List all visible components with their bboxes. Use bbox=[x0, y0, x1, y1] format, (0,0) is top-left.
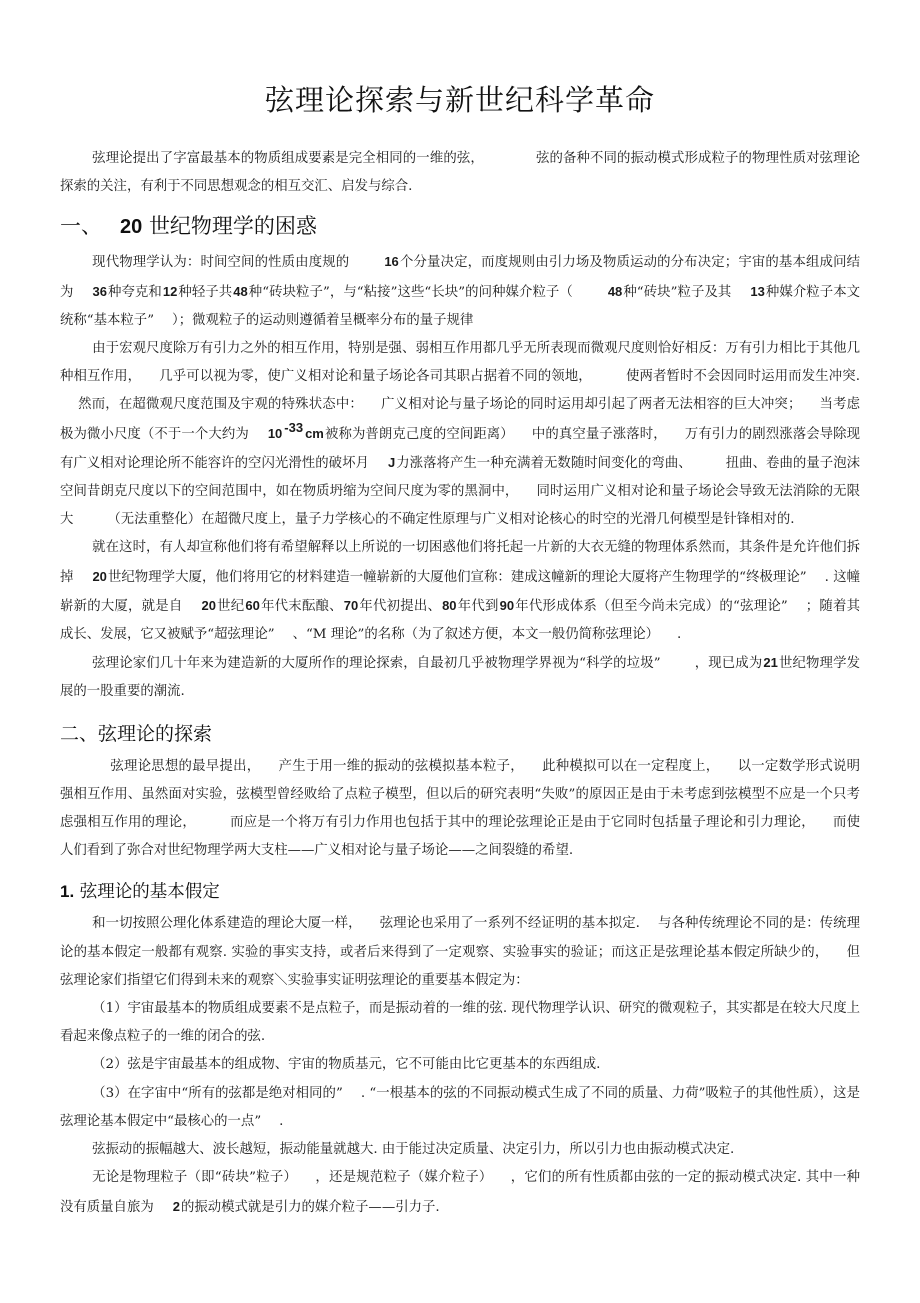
p2-b: 万有引力相比于其他几种相互作用， bbox=[60, 341, 861, 385]
p3-j: 年代形成体系（但至今尚未完成）的“弦理论” bbox=[515, 598, 788, 614]
planck-length-unit: cm bbox=[305, 425, 324, 441]
p3-g: 年代末酝酿、 bbox=[260, 598, 343, 614]
p1-h: 种媒介粒子本文统称“基本粒子” bbox=[60, 284, 861, 328]
p2-e: 使 bbox=[625, 369, 640, 385]
p4-b: ，现已成 bbox=[694, 656, 749, 672]
p1-a: 现代物理学认为：时间空间的性质由度规的 bbox=[92, 255, 350, 271]
sub1p3-e: 的振动模式就是引力的媒介粒子——引力子. bbox=[180, 1199, 440, 1215]
p3-f: 世纪 bbox=[216, 598, 245, 614]
s2p1-j: 场论——之间裂缝的希望. bbox=[421, 843, 574, 859]
planck-length-base: 10 bbox=[267, 425, 283, 441]
p2-d: 使广义相对论和量子场论各司其职占据着不同的领地， bbox=[267, 369, 592, 385]
p3-n2: 20 bbox=[201, 597, 216, 613]
p1-n5: 48 bbox=[607, 283, 623, 299]
p2-u: 同时运用广义相对论和量子场论会导致无法消除的无限大 bbox=[60, 484, 861, 528]
page-title: 弦理论探索与新世纪科学革命 bbox=[264, 83, 655, 117]
p3-a: 就在这时，有人却宣称他们将有希望解释以上所说的一切困惑他们将托起一片新的大衣无缝的物理体系然 bbox=[92, 540, 712, 556]
p2-a: 由于宏观尺度除万有引力之外的相互作用，特别是强、弱相互作用都几乎无所表现而微观尺度则恰好相反： bbox=[92, 341, 726, 357]
section-1-paragraph-4 bbox=[60, 649, 860, 706]
p2-o: 万有引力的剧烈涨落会导除现有广义相对论理论所不能容许的空闪光滑性的 bbox=[60, 426, 861, 471]
section-2-heading: 二、弦理论的探索 bbox=[60, 722, 213, 745]
p3-n5: 80 bbox=[442, 597, 457, 613]
subsection-1-paragraph-2 bbox=[60, 1136, 860, 1164]
p2-l: 被称为普朗克己度 bbox=[324, 426, 433, 442]
s2p1-f: 由于未考虑到弦模型不应是一个只考虑强相互作用的理论， bbox=[60, 786, 860, 831]
p3-n: 论”的名称（为了叙述方便，本文一般仍简称弦理论） bbox=[344, 627, 660, 643]
section-1-paragraph-2 bbox=[60, 335, 860, 534]
s2p1-e: 学形式说明强相互作用、虽然面对实验，弦模型曾经败给了点粒子模型，但以后的研究表明“失败”的原因正是 bbox=[60, 758, 861, 802]
section-2-paragraph-1 bbox=[60, 753, 860, 866]
p1-b: 个分量决定，而度规则由引力场及物质运动的分布决定；宇 bbox=[399, 255, 752, 271]
p2-s: 扭曲、卷曲的量子泡沫空间昔朗克尺度以下的空间范 bbox=[60, 455, 861, 500]
p2-f: 两者暂时不会因同时运用而发生冲突. bbox=[639, 369, 861, 385]
s2p1-b: 产生于用一维的振动的弦模拟基本粒子， bbox=[278, 758, 524, 774]
sub1p3-a: 无论是物理粒子（即“砖块”粒子） bbox=[92, 1170, 298, 1186]
p1-g: 种“砖块”粒子及其 bbox=[623, 284, 732, 300]
section-1-paragraph-3 bbox=[60, 534, 860, 649]
sub1p1-a: 和一切按照公理化体系建造的理论大厦一样， bbox=[92, 916, 362, 932]
sub1p1-e: 而这正是弦理论基本假定所缺少的， bbox=[611, 944, 829, 960]
s2p1-c: 此种模拟可以在一定程度上， bbox=[541, 758, 720, 774]
sub1p1-b: 弦理论也采用了一系列不经证明的基本拟定. bbox=[379, 916, 640, 932]
subsection-1-paragraph-1 bbox=[60, 910, 860, 995]
p3-k: ；随着其成长、发展，它又被赋予“超弦理论” bbox=[60, 598, 860, 643]
abstract-text-a: 弦理论提出了字富最基本的物质组成要素是完全相同的一维的弦， bbox=[92, 151, 484, 166]
p3-o: . bbox=[677, 627, 682, 643]
subsection-1-paragraph-3 bbox=[60, 1164, 860, 1221]
item3-d: ，这是弦理论基本假定中“最核心的一点” bbox=[60, 1085, 860, 1129]
s2p1-g: 而应是一个将万有引力作用也包括于其中的理论弦理 bbox=[229, 815, 543, 831]
p3-i: 年代到 bbox=[457, 598, 499, 614]
sub1p2-b: 定. bbox=[716, 1142, 735, 1158]
item3-b: . “一根基本的弦的不同振动模式生成了不同的质量、力荷”吸 bbox=[360, 1085, 719, 1101]
sub1p1-d: 不同的是：传统理论的基本假定一般都有观察. 实验的事实支持，或者后来得到了一定观察、实验事实的验证； bbox=[60, 916, 861, 960]
item3-c: 粒子的其他性质） bbox=[718, 1085, 820, 1101]
p3-h: 年代初提出、 bbox=[359, 598, 442, 614]
p1-n6: 13 bbox=[750, 283, 765, 299]
sub1p2-a: 弦振动的振幅越大、波长越短，振动能量就越大. 由于能过决定质量、决定引力，所以引力也由振动模式决 bbox=[92, 1142, 717, 1158]
p1-c: 宙的基本组成问结为 bbox=[60, 255, 860, 300]
p3-l: 、“M bbox=[292, 627, 327, 643]
sub1p3-d: 决定. 其中一种没有质量自旅为 bbox=[60, 1170, 861, 1215]
p2-g: 然而，在超微观尺度范围及宇观的特殊状态中： bbox=[78, 397, 363, 413]
p3-c: 世纪物理学大厦，他们将用它的材料建造一幢崭新的大厦他们宣称：建成这幢新 bbox=[107, 569, 579, 585]
subsection-1-heading bbox=[60, 877, 860, 907]
section-1-heading-prefix: 一、 bbox=[60, 214, 102, 239]
p2-i: 同时运用却引起了两者无法相容的巨大冲突； bbox=[530, 397, 802, 413]
item3-e: . bbox=[279, 1113, 284, 1129]
s2p1-h: 论正是由于它同时包括量子理论和引力理论， bbox=[542, 815, 815, 831]
item1-b: 其实都是在较大尺度上看起来像点粒子的一维的闭合的弦. bbox=[60, 1001, 861, 1045]
p2-m: 的空间距离） bbox=[432, 426, 514, 442]
p1-i: ）；微观粒子的运动则遵循着呈概率分布的量子规律 bbox=[172, 312, 474, 328]
p2-c: 几乎可以视为零， bbox=[159, 369, 268, 385]
s2p1-a: 弦理论思想的最早提出， bbox=[110, 758, 261, 774]
p2-p: 破坏月 bbox=[328, 455, 369, 471]
section-1-paragraph-1 bbox=[60, 248, 860, 335]
subsection-1-heading-rest: 弦理论的基本假定 bbox=[79, 882, 220, 903]
section-1-heading bbox=[60, 210, 860, 244]
p1-e: 种轻子共 bbox=[178, 284, 233, 300]
p2-r: 力涨落将产生一种充满着无数随时间变化的弯曲、 bbox=[396, 455, 692, 471]
assumption-item-1 bbox=[60, 995, 860, 1051]
abstract-text-b: 弦的备种不同的振动模式形成粒子的物理 bbox=[535, 151, 780, 166]
abstract-paragraph bbox=[60, 145, 860, 201]
p4-a: 弦理论家们几十年来为建造新的大厦所作的理论探索，自最初几乎被物理学界视为“科学的垃圾” bbox=[92, 656, 661, 672]
p3-n4: 70 bbox=[343, 597, 359, 613]
abstract-text-c: 性质对弦理论探索的关注，有利于不同思想观念的相互交汇、启发与综合. bbox=[60, 151, 861, 195]
item2-a: （2）弦是宇宙最基本的组成物、宇宙的物质基元，它不可能由比它更基本的东西组成. bbox=[92, 1057, 601, 1073]
p3-e: . 这幢崭新的大厦，就是自 bbox=[60, 569, 861, 614]
section-1-heading-rest: 世纪物理学的困惑 bbox=[148, 214, 317, 239]
sub1p1-f: 但弦理论家们指望它们得到未来的观察＼实验事实证明弦理论的重要基本假 bbox=[60, 944, 861, 988]
assumption-item-2 bbox=[60, 1051, 860, 1079]
p3-d: 的理论大厦将产生物理学的“终极理论” bbox=[578, 569, 807, 585]
p4-d: 世纪物理学发展的一股重要的潮流. bbox=[60, 656, 861, 700]
p3-b: 而，其条件是允许他们拆掉 bbox=[60, 540, 861, 585]
p2-n: 中的真空量子涨落时， bbox=[531, 426, 667, 442]
item3-a: （3）在字宙中“所有的弦都是绝对相同的” bbox=[92, 1085, 343, 1101]
p1-n3: 12 bbox=[162, 283, 178, 299]
p2-v: （无法 bbox=[107, 512, 148, 528]
assumption-item-3 bbox=[60, 1080, 860, 1136]
p3-m: 理 bbox=[330, 627, 345, 643]
item1-a: （1）宇宙最基本的物质组成要素不是点粒子，而是振动着的一维的弦. 现代物理学认识、研究的微观粒子， bbox=[92, 1001, 726, 1017]
s2p1-d: 以一定数 bbox=[737, 758, 793, 774]
sub1p3-b: ，还是规范粒子（媒介粒子） bbox=[315, 1170, 493, 1186]
section-1-heading-number: 20 bbox=[120, 216, 143, 239]
p2-w: 重整化）在超微尺度上，量子力学核心的不确定性原理与广义相对论核心的时空的光滑几何模型是针锋相对的. bbox=[147, 512, 795, 528]
p2-q: J bbox=[387, 454, 396, 470]
p1-n1: 16 bbox=[384, 254, 399, 270]
sub1p3-n1: 2 bbox=[172, 1198, 180, 1214]
p4-c: 为 bbox=[748, 656, 763, 672]
p1-n2: 36 bbox=[92, 283, 107, 299]
p2-t: 围中，如在物质坍缩为空间尺度为零的黑洞中， bbox=[235, 484, 519, 500]
sub1p3-c: ，它们的所有性质都由弦的一定的振动模式 bbox=[510, 1170, 770, 1186]
p3-n3: 60 bbox=[245, 597, 260, 613]
p3-n6: 90 bbox=[499, 597, 515, 613]
p1-d: 种夸克和 bbox=[107, 284, 162, 300]
p1-n4: 48 bbox=[233, 283, 248, 299]
p4-n1: 21 bbox=[763, 655, 778, 671]
sub1p1-g: 定为： bbox=[488, 972, 529, 988]
planck-length-exponent: -33 bbox=[284, 420, 304, 436]
p3-n1: 20 bbox=[92, 568, 107, 584]
sub1p1-c: 与各种传统理论 bbox=[657, 916, 753, 932]
p1-f: 种“砖块粒子”，与“粘接”这些“长块”的问种媒介粒子（ bbox=[248, 284, 573, 300]
s2p1-i: 而使人们看到了弥合对世纪物理学两大支柱——广义相对论与量子 bbox=[60, 815, 861, 859]
subsection-1-heading-number: 1. bbox=[60, 882, 75, 902]
p2-h: 广义相对论与量子场论的 bbox=[380, 397, 531, 413]
p2-k: （不于一个大约为 bbox=[140, 426, 249, 442]
p2-j: 当考虑极为微小尺度 bbox=[60, 397, 861, 442]
